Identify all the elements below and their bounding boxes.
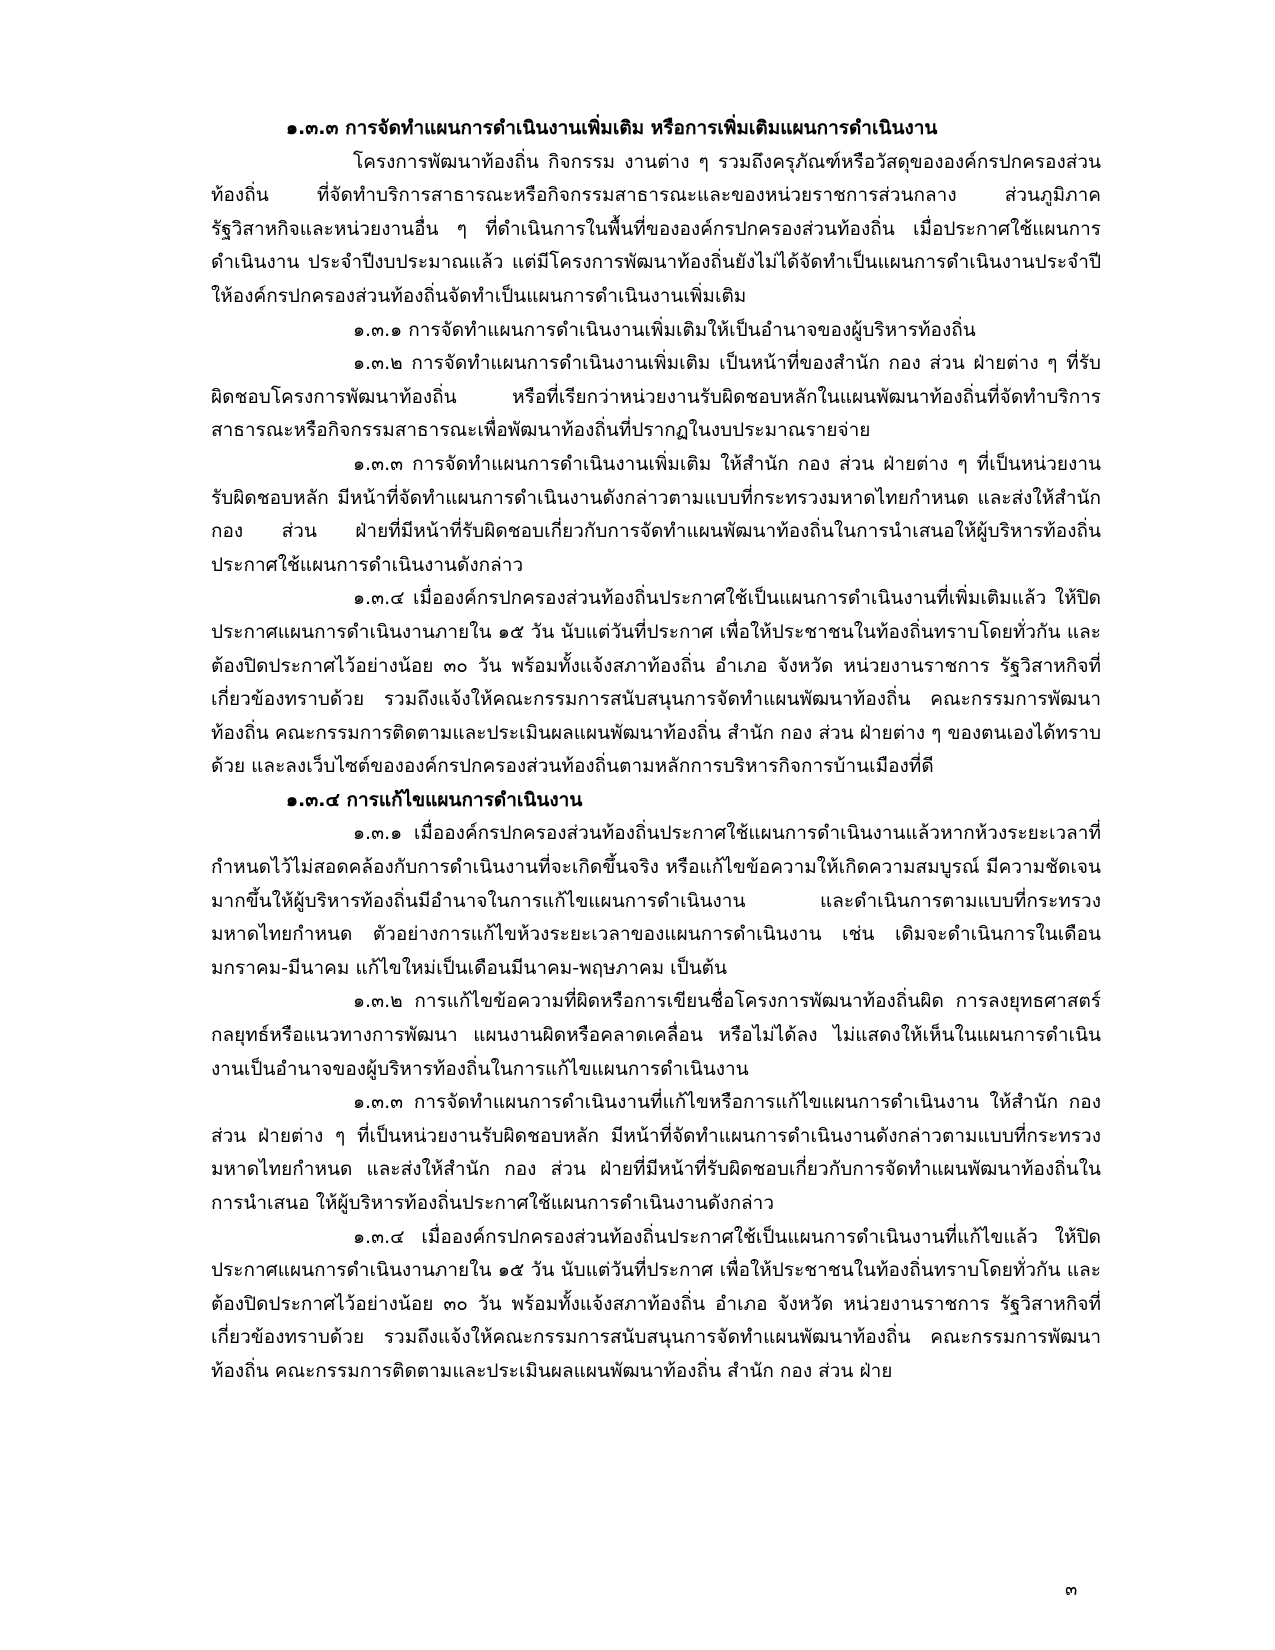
- section-heading: ๑.๓.๔ การแก้ไขแผนการดำเนินงาน: [286, 788, 583, 811]
- body-paragraph: ๑.๓.๔ เมื่อองค์กรปกครองส่วนท้องถิ่นประกาศใช้เป็นแผนการดำเนินงานที่แก้ไขแล้ว ให้ปิดประกาศแผนการดำเนินงานภายใน ๑๕ วัน นับแต่วันที่ประกาศ เพื่อให้ประชาชนในท้องถิ่นทราบโดยทั่วกัน และต้องปิดประกาศไว้อย่างน้อย ๓๐ วัน พร้อมทั้งแจ้งสภาท้องถิ่น อำเภอ จังหวัด หน่วยงานราชการ รัฐวิสาหกิจที่เกี่ยวข้องทราบด้วย รวมถึงแจ้งให้คณะกรรมการสนับสนุนการจัดทำแผนพัฒนาท้องถิ่น คณะกรรมการพัฒนาท้องถิ่น คณะกรรมการติดตามและประเมินผลแผนพัฒนาท้องถิ่น สำนัก กอง ส่วน ฝ่าย: [211, 1225, 1101, 1382]
- section-heading: ๑.๓.๓ การจัดทำแผนการดำเนินงานเพิ่มเติม หรือการเพิ่มเติมแผนการดำเนินงาน: [286, 117, 938, 139]
- page-number: ๓: [1065, 1579, 1078, 1600]
- body-paragraph: ๑.๓.๒ การจัดทำแผนการดำเนินงานเพิ่มเติม เป็นหน้าที่ของสำนัก กอง ส่วน ฝ่ายต่าง ๆ ที่รับผิดชอบโครงการพัฒนาท้องถิ่น หรือที่เรียกว่าหน่วยงานรับผิดชอบหลักในแผนพัฒนาท้องถิ่นที่จัดทำบริการสาธารณะหรือกิจกรรมสาธารณะเพื่อพัฒนาท้องถิ่นที่ปรากฏในงบประมาณรายจ่าย: [211, 352, 1101, 442]
- body-paragraph: ๑.๓.๑ เมื่อองค์กรปกครองส่วนท้องถิ่นประกาศใช้แผนการดำเนินงานแล้วหากห้วงระยะเวลาที่กำหนดไว้ไม่สอดคล้องกับการดำเนินงานที่จะเกิดขึ้นจริง หรือแก้ไขข้อความให้เกิดความสมบูรณ์ มีความชัดเจนมากขึ้นให้ผู้บริหารท้องถิ่นมีอำนาจในการแก้ไขแผนการดำเนินงาน และดำเนินการตามแบบที่กระทรวงมหาดไทยกำหนด ตัวอย่างการแก้ไขห้วงระยะเวลาของแผนการดำเนินงาน เช่น เดิมจะดำเนินการในเดือนมกราคม-มีนาคม แก้ไขใหม่เป็นเดือนมีนาคม-พฤษภาคม เป็นต้น: [211, 822, 1101, 979]
- document-body: [211, 112, 1101, 1389]
- body-paragraph: ๑.๓.๔ เมื่อองค์กรปกครองส่วนท้องถิ่นประกาศใช้เป็นแผนการดำเนินงานที่เพิ่มเติมแล้ว ให้ปิดประกาศแผนการดำเนินงานภายใน ๑๕ วัน นับแต่วันที่ประกาศ เพื่อให้ประชาชนในท้องถิ่นทราบโดยทั่วกัน และต้องปิดประกาศไว้อย่างน้อย ๓๐ วัน พร้อมทั้งแจ้งสภาท้องถิ่น อำเภอ จังหวัด หน่วยงานราชการ รัฐวิสาหกิจที่เกี่ยวข้องทราบด้วย รวมถึงแจ้งให้คณะกรรมการสนับสนุนการจัดทำแผนพัฒนาท้องถิ่น คณะกรรมการพัฒนาท้องถิ่น คณะกรรมการติดตามและประเมินผลแผนพัฒนาท้องถิ่น สำนัก กอง ส่วน ฝ่ายต่าง ๆ ของตนเองได้ทราบด้วย และลงเว็บไซต์ขององค์กรปกครองส่วนท้องถิ่นตามหลักการบริหารกิจการบ้านเมืองที่ดี: [211, 587, 1101, 778]
- body-paragraph: โครงการพัฒนาท้องถิ่น กิจกรรม งานต่าง ๆ รวมถึงครุภัณฑ์หรือวัสดุขององค์กรปกครองส่วนท้องถิ่น ที่จัดทำบริการสาธารณะหรือกิจกรรมสาธารณะและของหน่วยราชการส่วนกลาง ส่วนภูมิภาค รัฐวิสาหกิจและหน่วยงานอื่น ๆ ที่ดำเนินการในพื้นที่ขององค์กรปกครองส่วนท้องถิ่น เมื่อประกาศใช้แผนการดำเนินงาน ประจำปีงบประมาณแล้ว แต่มีโครงการพัฒนาท้องถิ่นยังไม่ได้จัดทำเป็นแผนการดำเนินงานประจำปี ให้องค์กรปกครองส่วนท้องถิ่นจัดทำเป็นแผนการดำเนินงานเพิ่มเติม: [211, 150, 1101, 307]
- body-paragraph: ๑.๓.๓ การจัดทำแผนการดำเนินงานที่แก้ไขหรือการแก้ไขแผนการดำเนินงาน ให้สำนัก กอง ส่วน ฝ่ายต่าง ๆ ที่เป็นหน่วยงานรับผิดชอบหลัก มีหน้าที่จัดทำแผนการดำเนินงานดังกล่าวตามแบบที่กระทรวงมหาดไทยกำหนด และส่งให้สำนัก กอง ส่วน ฝ่ายที่มีหน้าที่รับผิดชอบเกี่ยวกับการจัดทำแผนพัฒนาท้องถิ่นในการนำเสนอ ให้ผู้บริหารท้องถิ่นประกาศใช้แผนการดำเนินงานดังกล่าว: [211, 1091, 1101, 1214]
- body-paragraph: ๑.๓.๒ การแก้ไขข้อความที่ผิดหรือการเขียนชื่อโครงการพัฒนาท้องถิ่นผิด การลงยุทธศาสตร์กลยุทธ์หรือแนวทางการพัฒนา แผนงานผิดหรือคลาดเคลื่อน หรือไม่ได้ลง ไม่แสดงให้เห็นในแผนการดำเนินงานเป็นอำนาจของผู้บริหารท้องถิ่นในการแก้ไขแผนการดำเนินงาน: [211, 990, 1101, 1080]
- body-paragraph: ๑.๓.๓ การจัดทำแผนการดำเนินงานเพิ่มเติม ให้สำนัก กอง ส่วน ฝ่ายต่าง ๆ ที่เป็นหน่วยงานรับผิดชอบหลัก มีหน้าที่จัดทำแผนการดำเนินงานดังกล่าวตามแบบที่กระทรวงมหาดไทยกำหนด และส่งให้สำนัก กอง ส่วน ฝ่ายที่มีหน้าที่รับผิดชอบเกี่ยวกับการจัดทำแผนพัฒนาท้องถิ่นในการนำเสนอให้ผู้บริหารท้องถิ่นประกาศใช้แผนการดำเนินงานดังกล่าว: [211, 452, 1101, 576]
- body-paragraph: ๑.๓.๑ การจัดทำแผนการดำเนินงานเพิ่มเติมให้เป็นอำนาจของผู้บริหารท้องถิ่น: [353, 318, 976, 341]
